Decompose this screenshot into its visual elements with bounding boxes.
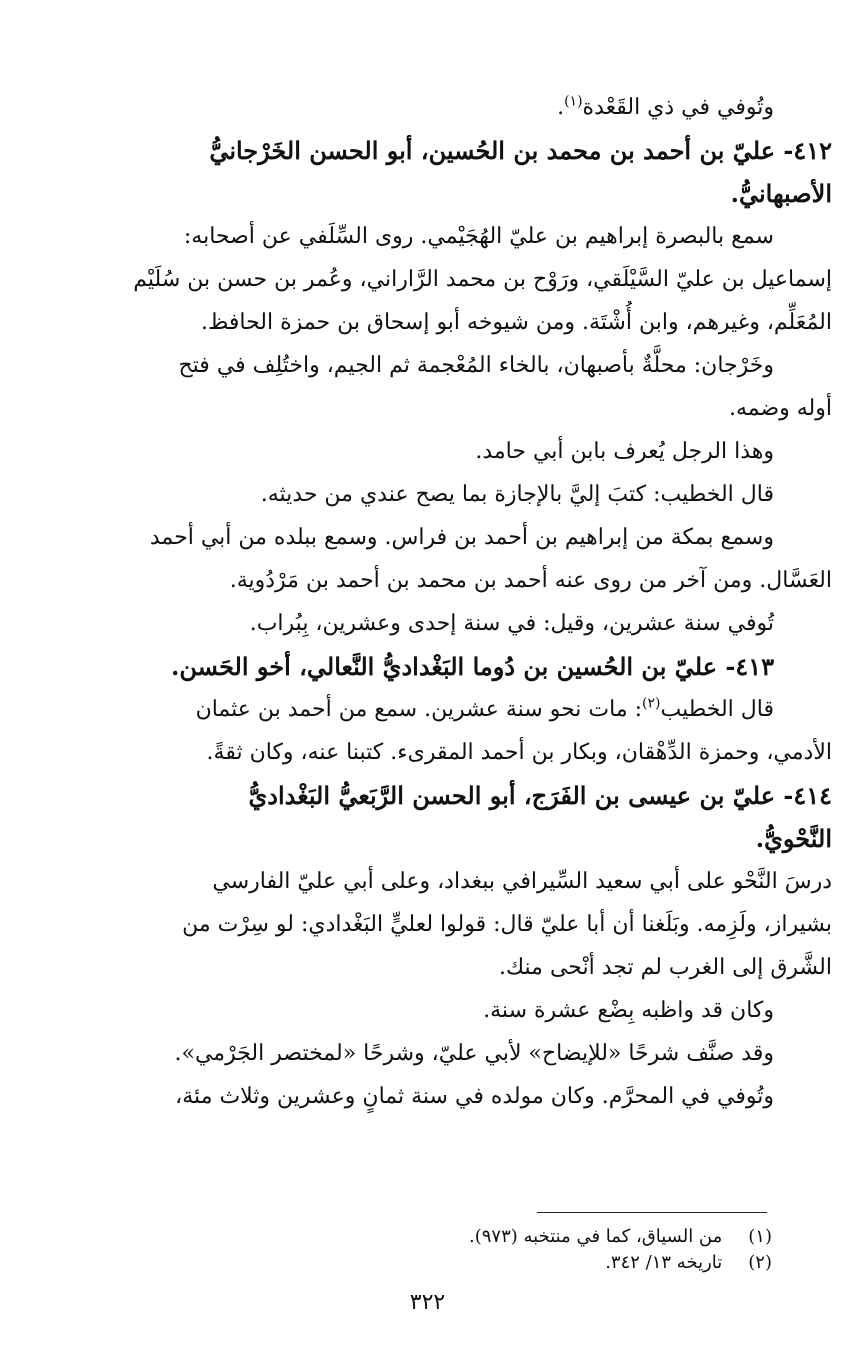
text-line: درسَ النَّحْو على أبي سعيد السِّيرافي ببغداد، وعلى أبي عليّ الفارسي (212, 869, 832, 894)
heading-line: النَّحْويُّ. (755, 824, 832, 853)
text-line: قال الخطيب$^{(٢)}$: مات نحو سنة عشرين. سمع من أحمد بن عثمان (195, 695, 774, 722)
text-line: وتُوفي في ذي القَعْدة$^{(١)}$. (557, 93, 774, 120)
text-line: قال الخطيب: كتبَ إليَّ بالإجازة بما يصح عندي من حديثه. (260, 482, 774, 507)
heading-line: الأصبهانيُّ. (730, 179, 832, 208)
footnote-marker: (٢) (642, 695, 661, 712)
entry-heading-413 (26, 645, 832, 688)
heading-line: ٤١٣- عليّ بن الحُسين بن دُوما البَغْداديُّ النَّعالي، أخو الحَسن. (171, 652, 774, 681)
text-line: وهذا الرجل يُعرف بابن أبي حامد. (475, 439, 774, 464)
footnote-number: (١) (748, 1226, 772, 1247)
text-line: وسمع بمكة من إبراهيم بن أحمد بن فراس. وسمع ببلده من أبي أحمد (149, 525, 774, 550)
text-line: تُوفي سنة عشرين، وقيل: في سنة إحدى وعشرين، بِبُراب. (249, 611, 774, 636)
footnotes (60, 1224, 772, 1276)
footnote-marker: (١) (564, 93, 583, 110)
text-line: وقد صنَّف شرحًا «للإيضاح» لأبي عليّ، وشرحًا «لمختصر الجَرْمي». (174, 1041, 774, 1066)
footnote (60, 1224, 772, 1250)
page-number: ٣٢٢ (409, 1290, 446, 1315)
text-line: العَسَّال. ومن آخر من روى عنه أحمد بن محمد بن أحمد بن مَرْدُوية. (229, 568, 832, 593)
text-line: سمع بالبصرة إبراهيم بن عليّ الهُجَيْمي. روى السِّلَفي عن أصحابه: (183, 224, 774, 249)
text-line: وتُوفي في المحرَّم. وكان مولده في سنة ثمانٍ وعشرين وثلاث مئة، (175, 1084, 774, 1109)
text-line: وكان قد واظبه بِضْع عشرة سنة. (483, 998, 774, 1023)
footnote-text: تاريخه ١٣/ ٣٤٢. (605, 1252, 723, 1273)
text-line: الشَّرق إلى الغرب لم تجد أنْحى منك. (499, 955, 832, 980)
entry-heading-414 (26, 774, 832, 860)
footnote-text: من السياق، كما في منتخبه (٩٧٣). (469, 1226, 723, 1247)
footnote-divider (537, 1212, 767, 1213)
text-line: وخَرْجان: محلَّةٌ بأصبهان، بالخاء المُعْجمة ثم الجيم، واختُلِف في فتح (178, 353, 774, 378)
text-line: المُعَلِّم، وغيرهم، وابن أُشْتَة. ومن شيوخه أبو إسحاق بن حمزة الحافظ. (200, 310, 832, 335)
text-line: الأدمي، وحمزة الدِّهْقان، وبكار بن أحمد المقرىء. كتبنا عنه، وكان ثقةً. (206, 740, 832, 765)
heading-line: ٤١٤- عليّ بن عيسى بن الفَرَج، أبو الحسن الرَّبَعيُّ البَغْداديُّ (248, 781, 832, 810)
text-line: أوله وضمه. (728, 396, 832, 421)
heading-line: ٤١٢- عليّ بن أحمد بن محمد بن الحُسين، أبو الحسن الخَرْجانيُّ (209, 136, 832, 165)
footnote-number: (٢) (748, 1252, 772, 1273)
footnote (60, 1250, 772, 1276)
entry-heading-412 (26, 129, 832, 215)
main-text (26, 86, 832, 1118)
text-line: إسماعيل بن عليّ السَّيْلَقي، ورَوْح بن محمد الرَّاراني، وعُمر بن حسن بن سُلَيْم (133, 267, 832, 292)
text-line: بشيراز، ولَزِمه. وبَلَغنا أن أبا عليّ قال: قولوا لعليٍّ البَغْدادي: لو سِرْت من (182, 912, 832, 937)
